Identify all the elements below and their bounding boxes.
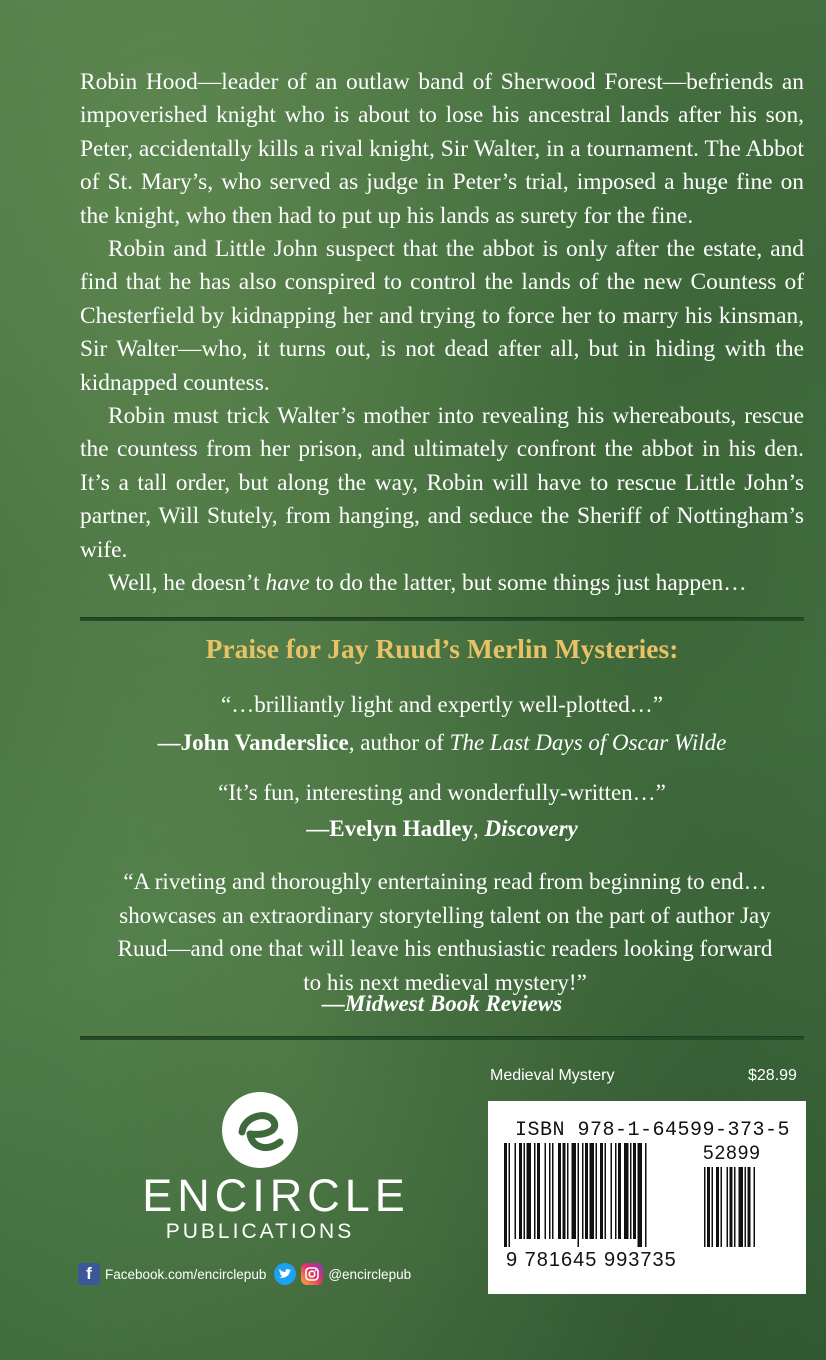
blurb-paragraph-3: Robin must trick Walter’s mother into revealing his whereabouts, rescue the countess from her prison, and ultimately confront the abbot in his den. It’s a tall order, but along the way, Robin will have to rescue Little John’s partner, Will Stutely, from hanging, and seduce the Sheriff of Nottingham’s wife. <box>80 403 804 563</box>
quote-1-work: The Last Days of Oscar Wilde <box>449 730 727 755</box>
facebook-link[interactable]: Facebook.com/encirclepub <box>105 1266 267 1282</box>
quote-2-attribution <box>80 816 804 842</box>
genre-label: Medieval Mystery <box>490 1067 615 1084</box>
twitter-icon[interactable] <box>274 1263 296 1285</box>
praise-heading: Praise for Jay Ruud’s Merlin Mysteries: <box>205 633 679 664</box>
isbn-barcode <box>488 1101 806 1294</box>
facebook-icon[interactable]: f <box>78 1263 100 1285</box>
blurb-p4-emphasis: have <box>265 570 310 597</box>
quote-1-attribution <box>80 730 804 756</box>
quote-3: “A riveting and thoroughly entertaining read from beginning to end… showcases an extraordinary storytelling talent on the part of author Jay Ruud—and one that will leave his enthusiastic readers looking forward to his next medieval mystery!” <box>117 869 773 995</box>
divider-top <box>80 617 804 621</box>
blurb-p4-end: to do the latter, but some things just happen… <box>309 570 747 597</box>
quote-2-author: —Evelyn Hadley <box>306 816 473 841</box>
blurb-paragraph-1: Robin Hood—leader of an outlaw band of Sherwood Forest—befriends an impoverished knight who is about to lose his ancestral lands after his son, Peter, accidentally kills a rival knight, Sir Walter, in a tournament. The Abbot of St. Mary’s, who served as judge in Peter’s trial, imposed a huge fine on the knight, who then had to put up his lands as surety for the fine. <box>80 69 804 229</box>
instagram-icon[interactable] <box>301 1263 323 1285</box>
publisher-subtitle: PUBLICATIONS <box>165 1220 355 1243</box>
quote-2-separator: , <box>473 816 485 841</box>
book-blurb <box>80 66 804 601</box>
quote-2-work: Discovery <box>484 816 578 841</box>
isbn-text: ISBN 978-1-64599-373-5 <box>515 1119 791 1142</box>
blurb-paragraph-4 <box>80 567 804 600</box>
social-links <box>78 1263 411 1285</box>
divider-bottom <box>80 1036 804 1040</box>
quote-1-author: —John Vanderslice <box>157 730 349 755</box>
quote-1-connector: , author of <box>348 730 450 755</box>
price-label: $28.99 <box>748 1067 797 1084</box>
encircle-logo-icon <box>220 1090 300 1170</box>
publisher-name: ENCIRCLE <box>142 1170 410 1221</box>
quote-3-attribution <box>80 991 804 1017</box>
blurb-paragraph-2: Robin and Little John suspect that the abbot is only after the estate, and find that he has also conspired to control the lands of the new Countess of Chesterfield by kidnapping her and trying to force her to marry his kinsman, Sir Walter—who, it turns out, is not dead after all, but in hiding with the kidnapped countess. <box>80 236 804 396</box>
barcode-addon-digits: 52899 <box>703 1143 761 1164</box>
quote-2: “It’s fun, interesting and wonderfully-written…” <box>218 780 666 805</box>
blurb-p4-start: Well, he doesn’t <box>108 570 266 597</box>
quote-1: “…brilliantly light and expertly well-plotted…” <box>221 692 663 717</box>
social-handle[interactable]: @encirclepub <box>328 1266 412 1282</box>
quote-3-source: —Midwest Book Reviews <box>321 991 563 1016</box>
barcode-digits: 9 781645 993735 <box>506 1249 677 1271</box>
